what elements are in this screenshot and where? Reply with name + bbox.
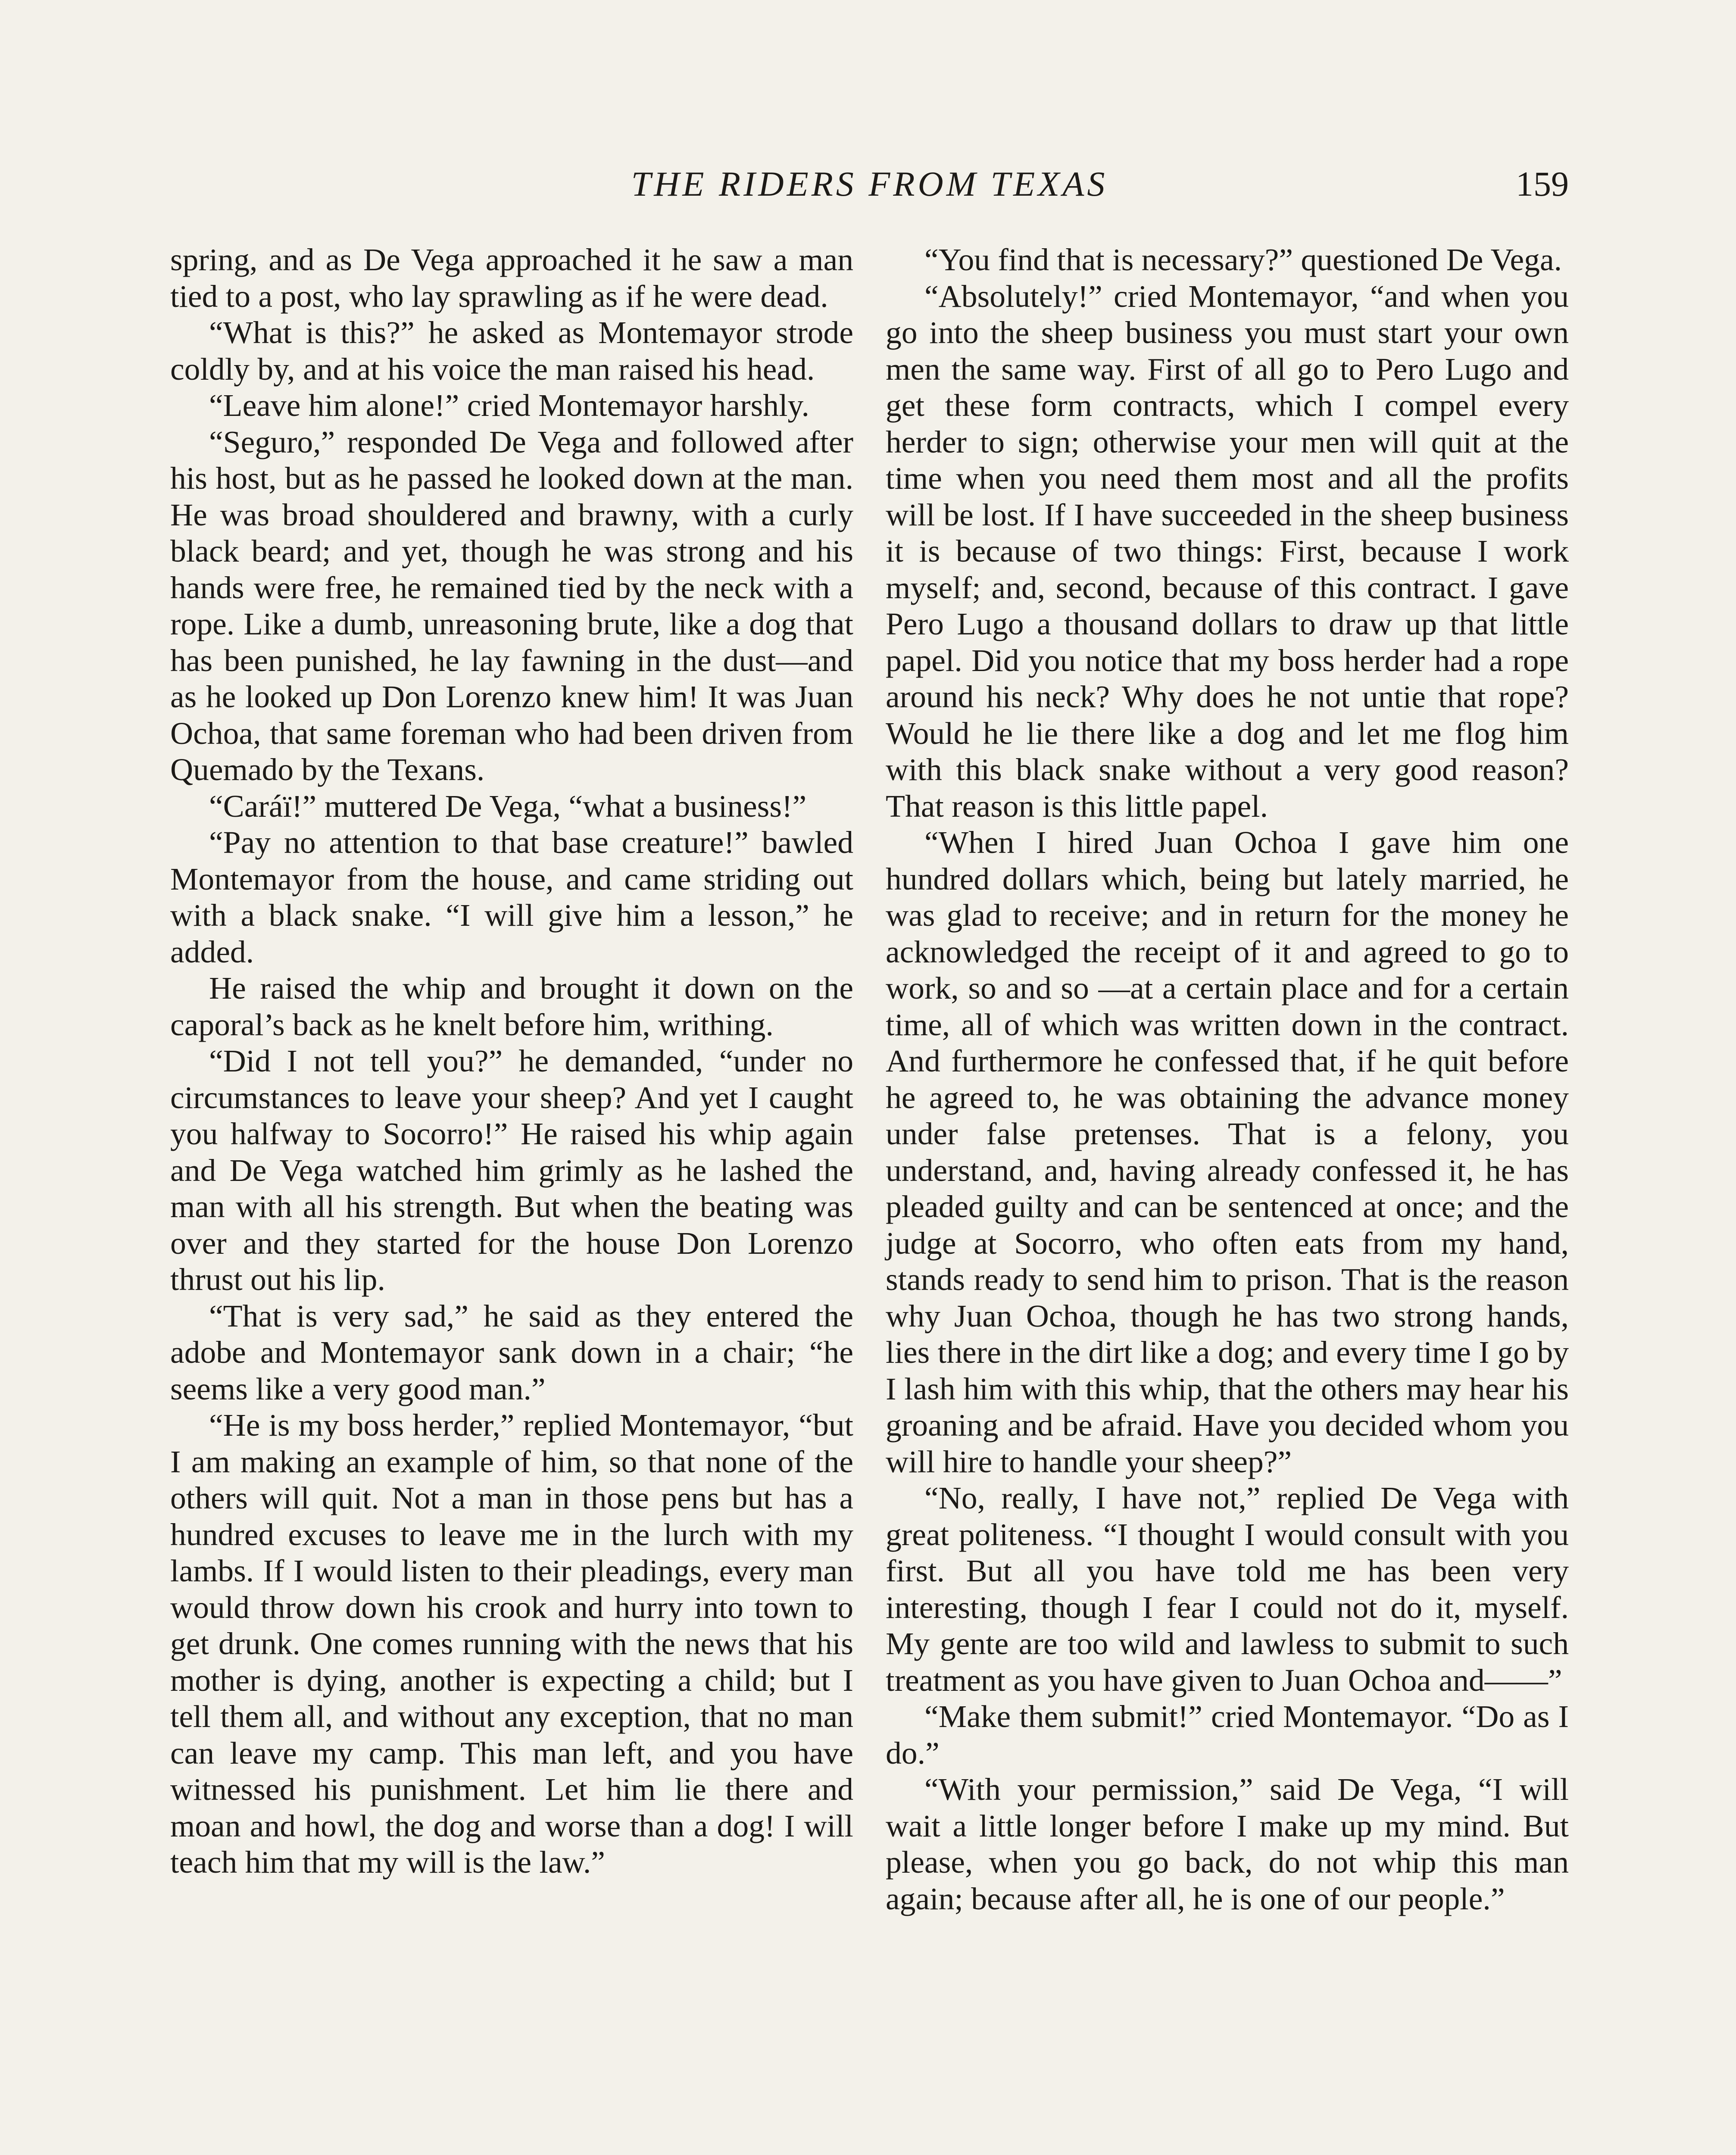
paragraph: “Pay no attention to that base creature!” bawled Montemayor from the house, and came striding out with a black snake. “I will give him a lesson,” he added. [170, 825, 853, 969]
page-number: 159 [1516, 164, 1569, 203]
paragraph: “No, really, I have not,” replied De Vega with great politeness. “I thought I would consult with you first. But all you have told me has been very interesting, though I fear I could not do it, myself. My gente are too wild and lawless to submit to such treatment as you have given to Juan Ochoa and——” [886, 1480, 1569, 1698]
paragraph: “Absolutely!” cried Montemayor, “and when you go into the sheep business you must start your own men the same way. First of all go to Pero Lugo and get these form contracts, which I compel every herder to sign; otherwise your men will quit at the time when you need them most and all the profits will be lost. If I have succeeded in the sheep business it is because of two things: First, because I work myself; and, second, because of this contract. I gave Pero Lugo a thousand dollars to draw up that little papel. Did you notice that my boss herder had a rope around his neck? Why does he not untie that rope? Would he lie there like a dog and let me flog him with this black snake without a very good reason? That reason is this little papel. [886, 278, 1569, 824]
text-columns [170, 241, 1569, 2155]
paragraph: He raised the whip and brought it down on the caporal’s back as he knelt before him, writhing. [170, 970, 853, 1042]
page-header [170, 164, 1569, 211]
paragraph: “You find that is necessary?” questioned De Vega. [924, 242, 1562, 277]
right-column [886, 241, 1569, 2155]
paragraph: “What is this?” he asked as Montemayor strode coldly by, and at his voice the man raised his head. [170, 315, 853, 387]
paragraph: “Did I not tell you?” he demanded, “under no circumstances to leave your sheep? And yet I caught you halfway to Socorro!” He raised his whip again and De Vega watched him grimly as he lashed the man with all his strength. But when the beating was over and they started for the house Don Lorenzo thrust out his lip. [170, 1043, 853, 1297]
paragraph: “Make them submit!” cried Montemayor. “Do as I do.” [886, 1699, 1569, 1771]
paragraph: “Seguro,” responded De Vega and followed after his host, but as he passed he looked down at the man. He was broad shouldered and brawny, with a curly black beard; and yet, though he was strong and his hands were free, he remained tied by the neck with a rope. Like a dumb, unreasoning brute, like a dog that has been punished, he lay fawning in the dust—and as he looked up Don Lorenzo knew him! It was Juan Ochoa, that same foreman who had been driven from Quemado by the Texans. [170, 424, 853, 787]
paragraph: “He is my boss herder,” replied Montemayor, “but I am making an example of him, so that none of the others will quit. Not a man in those pens but has a hundred excuses to leave me in the lurch with my lambs. If I would listen to their pleadings, every man would throw down his crook and hurry into town to get drunk. One comes running with the news that his mother is dying, another is expecting a child; but I tell them all, and without any exception, that no man can leave my camp. This man left, and you have witnessed his punishment. Let him lie there and moan and howl, the dog and worse than a dog! I will teach him that my will is the law.” [170, 1407, 853, 1880]
paragraph: “That is very sad,” he said as they entered the adobe and Montemayor sank down in a chair; “he seems like a very good man.” [170, 1298, 853, 1406]
paragraph: “With your permission,” said De Vega, “I will wait a little longer before I make up my mind. But please, when you go back, do not whip this man again; because after all, he is one of our people.” [886, 1771, 1569, 1916]
paragraph: “Caráï!” muttered De Vega, “what a business!” [209, 788, 807, 824]
left-column [170, 241, 853, 2155]
paragraph: “Leave him alone!” cried Montemayor harshly. [209, 387, 809, 423]
running-title: THE RIDERS FROM TEXAS [631, 164, 1108, 203]
paragraph: spring, and as De Vega approached it he saw a man tied to a post, who lay sprawling as if he were dead. [170, 242, 853, 314]
paragraph: “When I hired Juan Ochoa I gave him one hundred dollars which, being but lately married, he was glad to receive; and in return for the money he acknowledged the receipt of it and agreed to go to work, so and so —at a certain place and for a certain time, all of which was written down in the contract. And furthermore he confessed that, if he quit before he agreed to, he was obtaining the advance money under false pretenses. That is a felony, you understand, and, having already confessed it, he has pleaded guilty and can be sentenced at once; and the judge at Socorro, who often eats from my hand, stands ready to send him to prison. That is the reason why Juan Ochoa, though he has two strong hands, lies there in the dirt like a dog; and every time I go by I lash him with this whip, that the others may hear his groaning and be afraid. Have you decided whom you will hire to handle your sheep?” [886, 825, 1569, 1479]
